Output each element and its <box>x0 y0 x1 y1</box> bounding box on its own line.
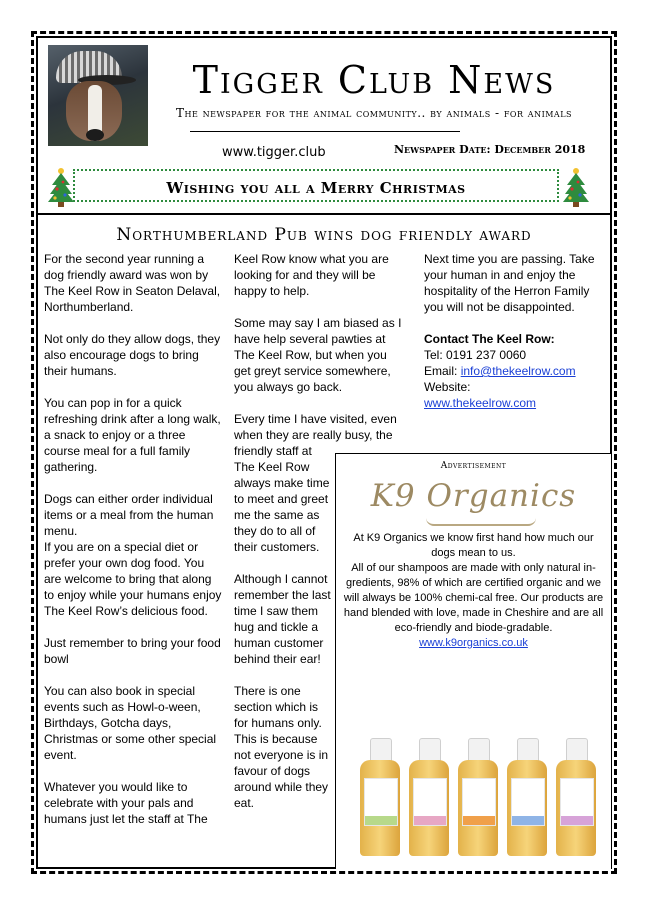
bottle-label-stripe <box>512 816 544 825</box>
paragraph: Every time I have visited, even when they are really busy, the <box>234 412 397 442</box>
masthead-website[interactable]: www.tigger.club <box>222 145 326 160</box>
paragraph: Dogs can either order individual items or a meal from the human menu. <box>44 492 214 538</box>
bottle-label-stripe <box>365 816 397 825</box>
shampoo-bottles-image <box>360 710 596 856</box>
paragraph: For the second year running a dog friendly award was won by The Keel Row in Seaton Delaval, Northumberland. <box>44 252 221 314</box>
contact-tel: Tel: 0191 237 0060 <box>424 348 527 362</box>
contact-email-row <box>424 363 604 379</box>
contact-website-label: Website: <box>424 380 471 394</box>
article-column-1 <box>44 251 222 843</box>
christmas-banner <box>73 169 559 202</box>
article-column-3 <box>424 251 604 411</box>
bottle-label-stripe <box>463 816 495 825</box>
website-link[interactable]: www.thekeelrow.com <box>424 396 537 410</box>
shampoo-bottle <box>507 738 547 856</box>
paragraph: Some may say I am biased as I have help several pawties at The Keel Row, but when you get greyt service somewhere, you always go back. <box>234 316 402 394</box>
paragraph: Keel Row know what you are looking for and they will be happy to help. <box>234 252 389 298</box>
newspaper-date: Newspaper Date: December 2018 <box>394 143 586 156</box>
paragraph: Although I cannot remember the last time I saw them hug and tickle a human customer behind their ear! <box>234 572 331 666</box>
christmas-tree-icon <box>563 167 589 207</box>
section-divider <box>38 213 610 215</box>
bottle-label-stripe <box>561 816 593 825</box>
paragraph: If you are on a special diet or prefer your own dog food. You are welcome to bring that along to enjoy while your humans enjoy The Keel Row’s delicious food. <box>44 540 222 618</box>
ad-paragraph: At K9 Organics we know first hand how much our dogs mean to us. <box>353 532 594 559</box>
advert-link[interactable]: www.k9organics.co.uk <box>419 637 528 649</box>
email-link[interactable]: info@thekeelrow.com <box>460 364 576 378</box>
christmas-tree-icon <box>48 167 74 207</box>
advertisement-text <box>342 531 605 651</box>
advertisement <box>335 453 611 869</box>
shampoo-bottle <box>360 738 400 856</box>
paragraph: friendly staff at The Keel Row always make time to meet and greet me the same as they do to all of their customers. <box>234 444 330 554</box>
paragraph: Not only do they allow dogs, they also encourage dogs to bring their humans. <box>44 332 221 378</box>
shampoo-bottle <box>556 738 596 856</box>
paragraph: Next time you are passing. Take your human in and enjoy the hospitality of the Herron Family you will not be disappointed. <box>424 252 595 314</box>
dog-photo <box>48 45 148 146</box>
email-label: Email: <box>424 364 461 378</box>
article-headline: Northumberland Pub wins dog friendly award <box>116 225 532 245</box>
masthead-subtitle: The newspaper for the animal community.. by animals - for animals <box>176 106 572 120</box>
logo-swoosh <box>426 518 536 526</box>
masthead-rule <box>190 131 460 132</box>
contact-heading: Contact The Keel Row: <box>424 332 555 346</box>
paragraph: You can pop in for a quick refreshing drink after a long walk, a snack to enjoy or a three course meal for a full family gathering. <box>44 396 221 474</box>
shampoo-bottle <box>458 738 498 856</box>
christmas-banner-text: Wishing you all a Merry Christmas <box>166 179 466 197</box>
masthead-title: Tigger Club News <box>192 58 556 102</box>
paragraph: Whatever you would like to celebrate with your pals and humans just let the staff at The <box>44 780 208 826</box>
paragraph: Just remember to bring your food bowl <box>44 636 221 666</box>
shampoo-bottle <box>409 738 449 856</box>
k9-organics-logo: K9 Organics <box>370 478 577 514</box>
bottle-label-stripe <box>414 816 446 825</box>
advertisement-label: Advertisement <box>440 461 507 471</box>
ad-paragraph: All of our shampoos are made with only natural in-gredients, 98% of which are certified organic and we will always be 100% chemi-cal free. Our products are hand blended with love, made in Cheshire and are all eco-friendly and biode-gradable. <box>343 562 604 634</box>
paragraph: There is one section which is for humans only. This is because not everyone is in favour of dogs around while they eat. <box>234 684 329 810</box>
paragraph: You can also book in special events such as Howl-o-ween, Birthdays, Gotcha days, Christmas or some other special event. <box>44 684 217 762</box>
